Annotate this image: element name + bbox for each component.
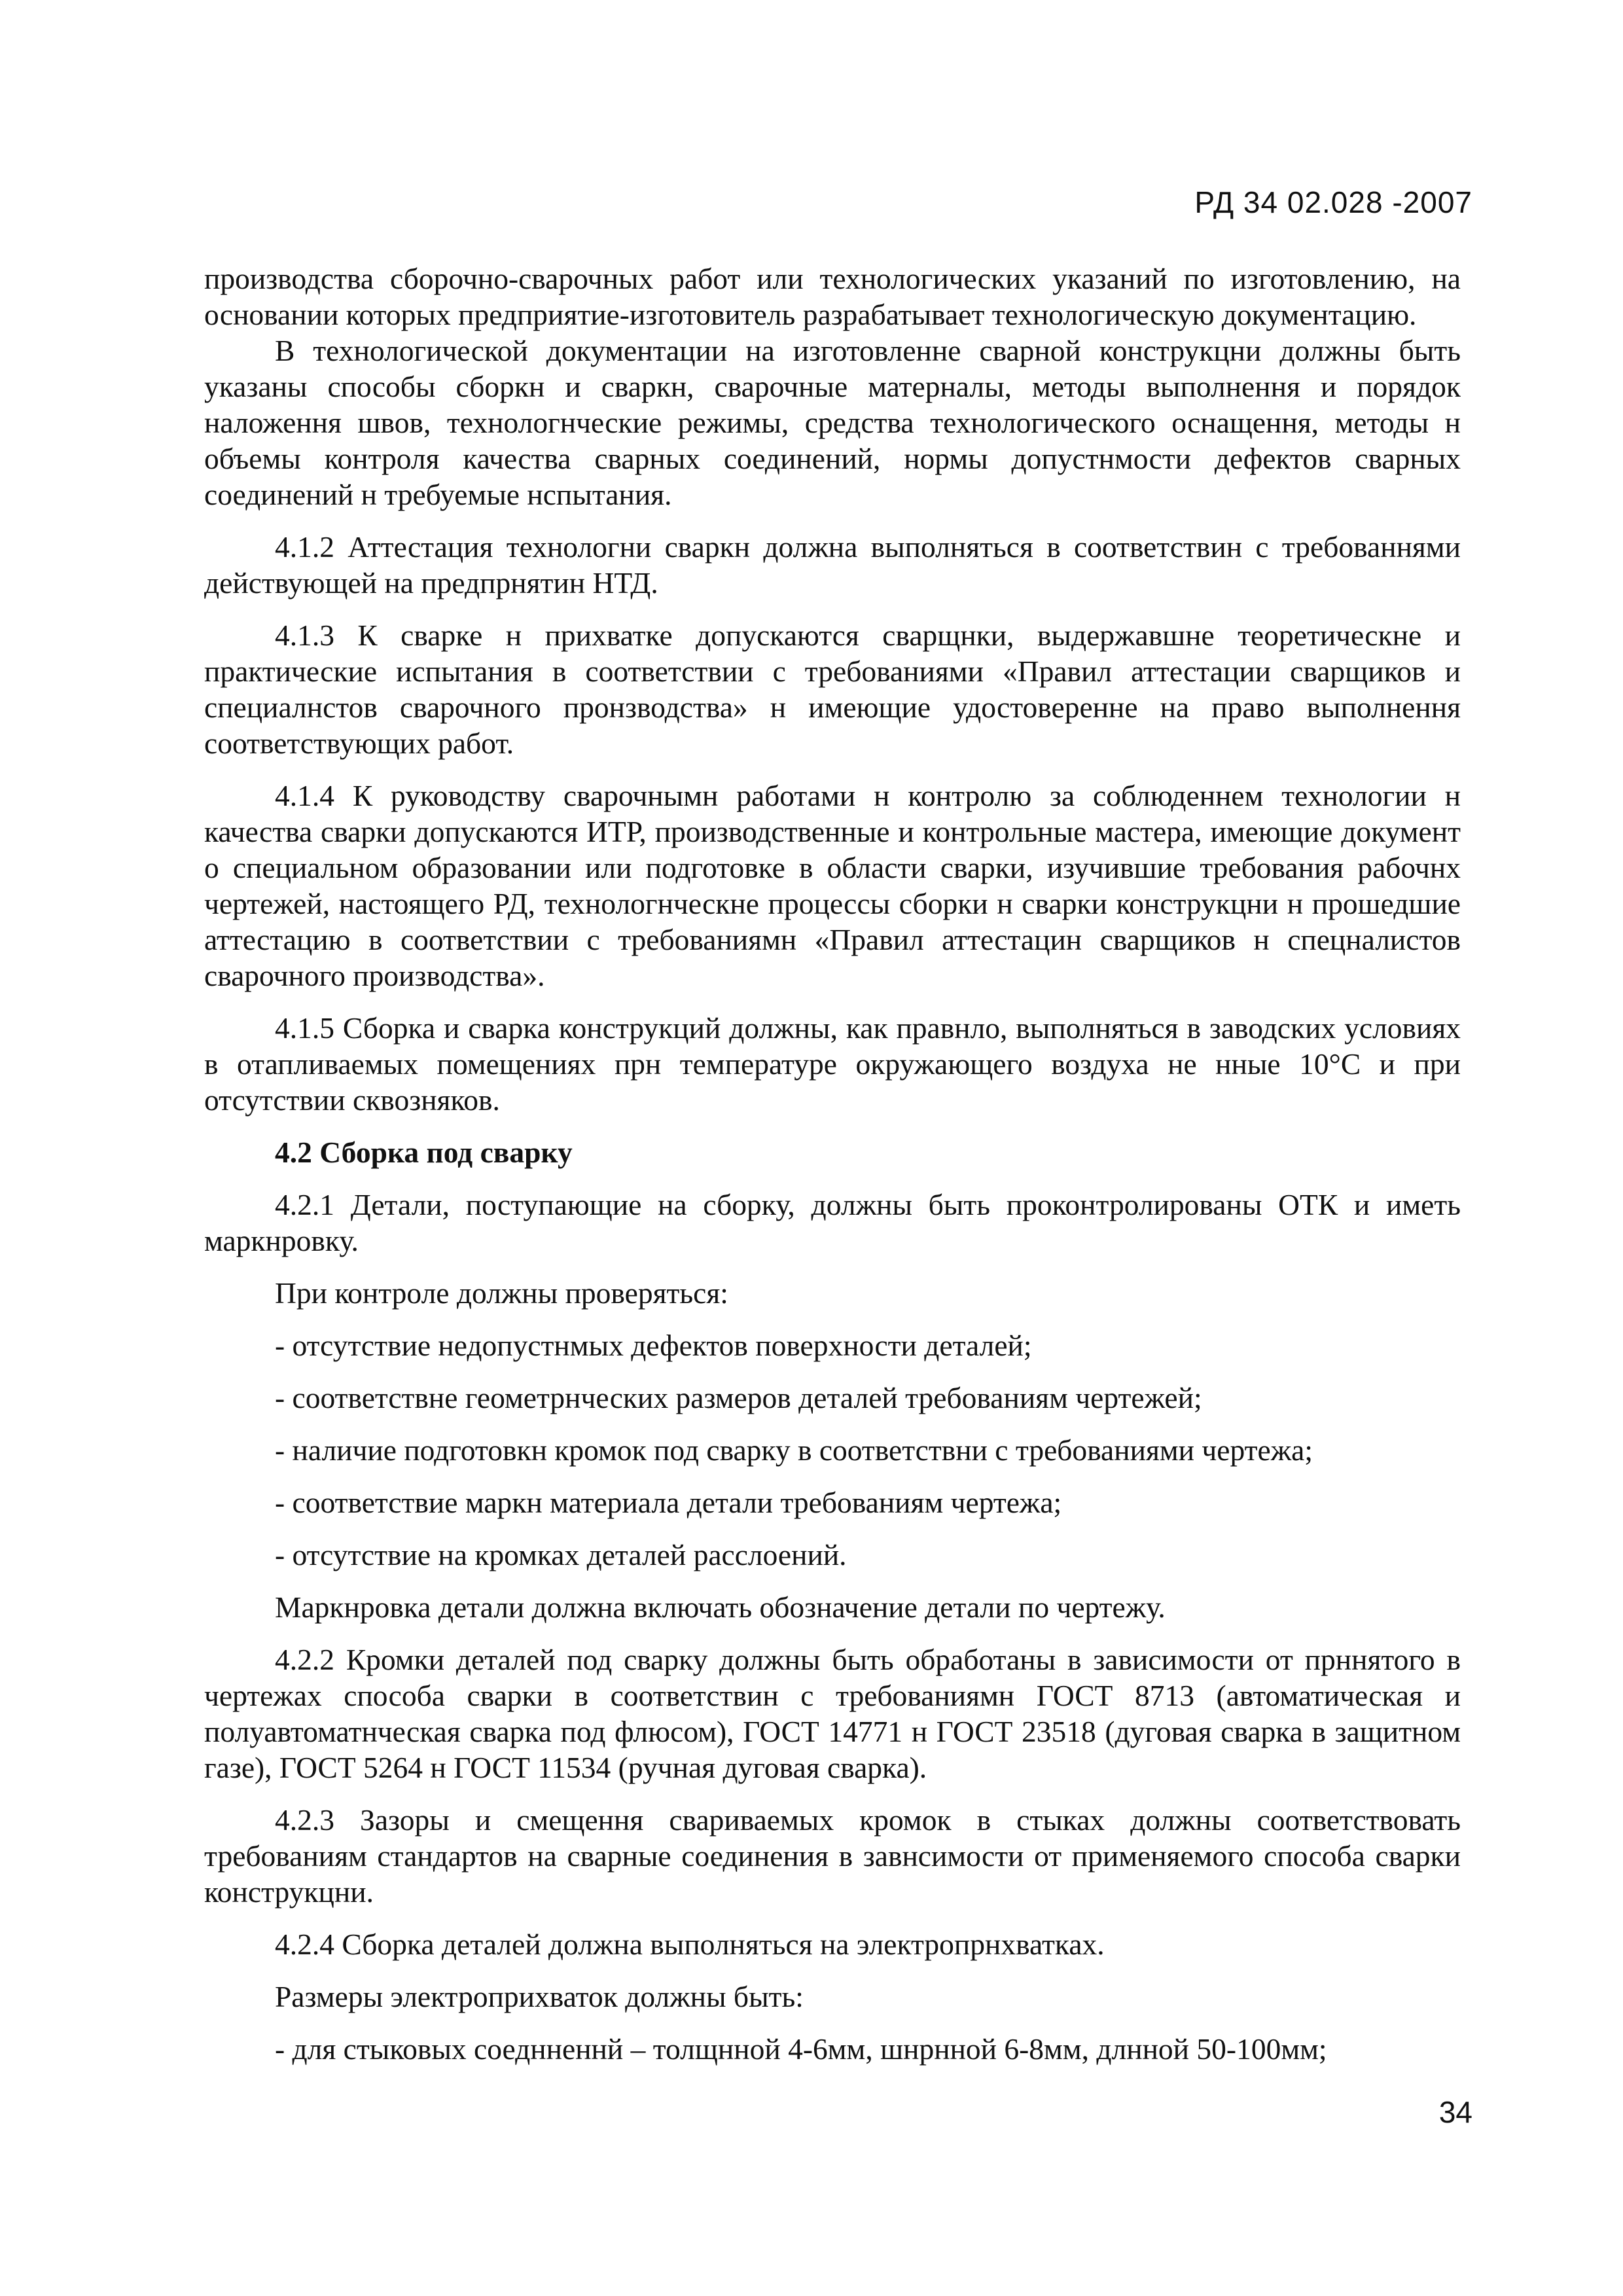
control-checks-list (204, 1327, 1461, 1573)
paragraph-4-1-3: 4.1.3 К сварке н прихватке допускаются сварщнки, выдержавшне теоретическне и практические испытания в соответствии с требованиями «Правил аттестации сварщиков и специалнстов сварочного пронзводства» н имеющие удостоверенне на право выполнення соответствующих работ. (204, 619, 1461, 760)
list-item: - соответствие маркн материала детали требованиям чертежа; (275, 1486, 1062, 1519)
list-item: - отсутствие недопустнмых дефектов поверхности деталей; (275, 1329, 1032, 1362)
paragraph-4-1-2: 4.1.2 Аттестация технологни сваркн должна выполняться в соответствин с требованнями действующей на предпрнятин НТД. (204, 530, 1461, 600)
paragraph-tack-sizes-intro: Размеры электроприхваток должны быть: (275, 1980, 804, 2013)
paragraph-continuation: производства сборочно-сварочных работ или технологических указаний по изготовлению, на основании которых предприятие-изготовитель разрабатывает технологическую документацию. (204, 262, 1461, 331)
section-heading-4-2: 4.2 Сборка под сварку (275, 1136, 573, 1169)
page-body (204, 260, 1461, 2067)
paragraph-4-2-1: 4.2.1 Детали, поступающие на сборку, должны быть проконтролированы ОТК и иметь маркнровку. (204, 1188, 1461, 1257)
document-code: РД 34 02.028 -2007 (1194, 185, 1472, 219)
paragraph-technological-documentation: В технологической документации на изготовленне сварной конструкцни должны быть указаны способы сборкн и сваркн, сварочные матерналы, методы выполнення и порядок наложення швов, технологнческие режимы, средства технологического оснащення, методы н объемы контроля качества сварных соединений, нормы допустнмости дефектов сварных соединений н требуемые нспытания. (204, 334, 1461, 511)
list-item: - отсутствие на кромках деталей расслоений. (275, 1538, 847, 1571)
page-number: 34 (1438, 2095, 1472, 2129)
paragraph-4-2-4: 4.2.4 Сборка деталей должна выполняться на электропрнхватках. (275, 1928, 1105, 1961)
paragraph-marking: Маркнровка детали должна включать обозначение детали по чертежу. (275, 1590, 1166, 1624)
list-item: - наличие подготовкн кромок под сварку в соответствни с требованиями чертежа; (275, 1433, 1313, 1467)
paragraph-4-1-4: 4.1.4 К руководству сварочнымн работами н контролю за соблюденнем технологии н качества сварки допускаются ИТР, производственные и контрольные мастера, имеющие документ о специальном образовании или подготовке в области сварки, изучившие требования рабочнх чертежей, настоящего РД, технологнческне процессы сборки н сварки конструкцни н прошедшие аттестацию в соответствии с требованиямн «Правил аттестацин сварщиков н спецналистов сварочного производства». (204, 779, 1461, 992)
paragraph-control-intro: При контроле должны проверяться: (275, 1276, 728, 1310)
paragraph-4-1-5: 4.1.5 Сборка и сварка конструкций должны, как правнло, выполняться в заводских условиях в отапливаемых помещениях прн температуре окружающего воздуха не нные 10°С и при отсутствии сквозняков. (204, 1011, 1461, 1117)
paragraph-4-2-3: 4.2.3 Зазоры и смещення свариваемых кромок в стыках должны соответствовать требованиям стандартов на сварные соединения в завнсимости от применяемого способа сварки конструкцни. (204, 1803, 1461, 1909)
paragraph-butt-joint-tacks: - для стыковых соеднненнй – толщнной 4-6мм, шнрнной 6-8мм, длнной 50-100мм; (275, 2032, 1327, 2066)
list-item: - соответствне геометрнческих размеров деталей требованиям чертежей; (275, 1381, 1202, 1414)
paragraph-4-2-2: 4.2.2 Кромки деталей под сварку должны быть обработаны в зависимости от прннятого в чертежах способа сварки в соответствин с требованиямн ГОСТ 8713 (автоматическая и полуавтоматнческая сварка под флюсом), ГОСТ 14771 н ГОСТ 23518 (дуговая сварка в защитном газе), ГОСТ 5264 н ГОСТ 11534 (ручная дуговая сварка). (204, 1643, 1461, 1784)
